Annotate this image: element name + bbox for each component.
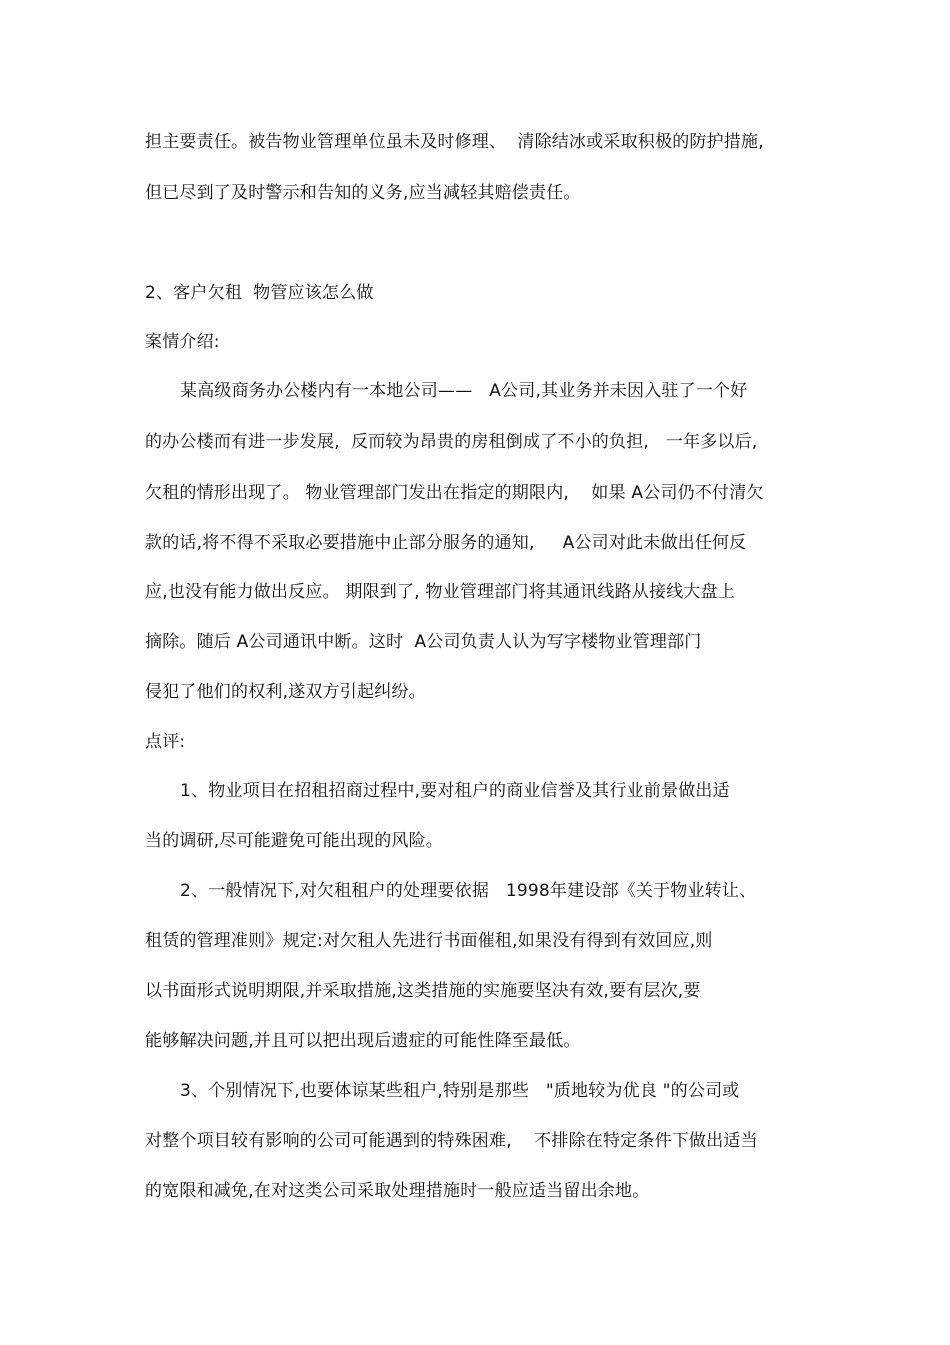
- comment-line: 租赁的管理准则》规定:对欠租人先进行书面催租,如果没有得到有效回应,则: [145, 931, 713, 951]
- case-line: 应,也没有能力做出反应。 期限到了, 物业管理部门将其通讯线路从接线大盘上: [145, 582, 736, 602]
- comment-line: 当的调研,尽可能避免可能出现的风险。: [145, 831, 444, 851]
- comment-line: 以书面形式说明期限,并采取措施,这类措施的实施要坚决有效,要有层次,要: [145, 981, 701, 1001]
- case-label: 案情介绍:: [145, 332, 220, 352]
- comment-label: 点评:: [145, 732, 186, 752]
- comment-line: 的宽限和减免,在对这类公司采取处理措施时一般应适当留出余地。: [145, 1181, 650, 1201]
- case-line: 侵犯了他们的权利,遂双方引起纠纷。: [145, 682, 426, 702]
- paragraph-line: 但已尽到了及时警示和告知的义务,应当减轻其赔偿责任。: [145, 183, 581, 203]
- case-line: 款的话,将不得不采取必要措施中止部分服务的通知, A公司对此未做出任何反: [145, 533, 747, 553]
- case-line: 摘除。随后 A公司通讯中断。这时 A公司负责人认为写字楼物业管理部门: [145, 632, 702, 652]
- comment-line: 对整个项目较有影响的公司可能遇到的特殊困难, 不排除在特定条件下做出适当: [145, 1131, 758, 1151]
- comment-line: 3、个别情况下,也要体谅某些租户,特别是那些 "质地较为优良 "的公司或: [180, 1081, 740, 1101]
- paragraph-line: 担主要责任。被告物业管理单位虽未及时修理、 清除结冰或采取积极的防护措施,: [145, 132, 764, 152]
- section-heading: 2、客户欠租 物管应该怎么做: [145, 283, 374, 303]
- case-line: 欠租的情形出现了。 物业管理部门发出在指定的期限内, 如果 A公司仍不付清欠: [145, 483, 764, 503]
- comment-line: 2、一般情况下,对欠租租户的处理要依据 1998年建设部《关于物业转让、: [180, 881, 757, 901]
- case-line: 某高级商务办公楼内有一本地公司—— A公司,其业务并未因入驻了一个好: [180, 381, 748, 401]
- comment-line: 能够解决问题,并且可以把出现后遗症的可能性降至最低。: [145, 1031, 581, 1051]
- case-line: 的办公楼而有进一步发展, 反而较为昂贵的房租倒成了不小的负担, 一年多以后,: [145, 432, 758, 452]
- comment-line: 1、物业项目在招租招商过程中,要对租户的商业信誉及其行业前景做出适: [180, 781, 730, 801]
